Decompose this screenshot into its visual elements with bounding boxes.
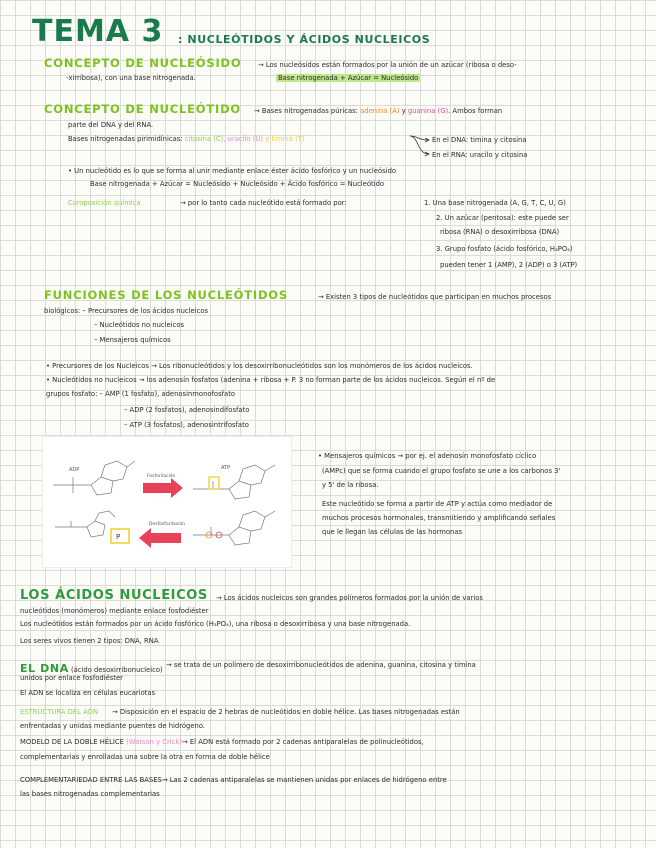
precursores-line1: • Precursores de los Nucleicos → Los ribonucleótidos y los desoxirribonucleótidos son los monómeros de los ácidos nucleicos. [46,362,473,370]
mensajeros-line3: y 5' de la ribosa. [322,481,379,489]
precursores-line2: • Nucleótidos no nucleicos → los adenosín fosfatos (adenina + ribosa + P. 3 no forman parte de los ácidos nucleicos. Según el nº de [46,376,496,384]
composicion-text: → por lo tanto cada nucleótido está formado por: [180,199,347,207]
timina-label: y timina (T) [263,135,305,143]
desfosforilacion-label: Desfosforilación [149,522,186,527]
adp-atp-diagram [42,436,292,568]
fosforilacion-arrow [143,478,183,498]
mensajeros-line6: que le llegan las células de las hormonas [322,528,463,536]
adn-bases: En el DNA: timina y citosina [432,136,527,144]
nucleotido-pirimidinas: Bases nitrogenadas pirimidínicas: citosina (C), uracilo (U) y timina (T) [68,135,305,143]
dna-line3: El ADN se localiza en células eucariotas [20,689,156,697]
complementariedad-label: COMPLEMENTARIEDAD ENTRE LAS BASES [20,776,162,784]
composicion-label: Composición química [68,199,141,207]
nucleotido-purinas: → Bases nitrogenadas púricas: adenina (A) y guanina (G). Ambos forman [254,107,503,115]
guanina-label: guanina (G) [407,107,449,115]
funciones-intro2: biológicos: – Precursores de los ácidos nucleicos [44,307,209,315]
complementariedad-text: → Las 2 cadenas antiparalelas se mantienen unidas por enlaces de hidrógeno entre [161,776,447,784]
modelo-text2: complementarias y enrolladas una sobre la otra en forma de doble hélice [20,753,270,761]
citosina-label: citosina (C) [184,135,224,143]
comp-item-3a: 3. Grupo fosfato (ácido fosfórico, H₃PO₄) [436,245,573,253]
heading-dna: EL DNA [20,662,69,675]
bottom-right-molecule [193,511,275,545]
dna-line2: unidos por enlace fosfodiéster [20,674,123,682]
mensajeros-line4: Este nucleótido se forma a partir de ATP y actúa como mediador de [322,500,553,508]
acidos-line2: nucleótidos (monómeros) mediante enlace fosfodiéster [20,607,209,615]
adp-label: ADP [69,467,80,473]
estructura-text: → Disposición en el espacio de 2 hebras de nucleótidos en doble hélice. Las bases nitrogenadas están [112,708,460,716]
heading-dna-paren: (ácido desoxirribonucleico) [68,666,163,674]
comp-item-2a: 2. Un azúcar (pentosa): este puede ser [436,214,569,222]
nucleotido-definition: • Un nucleótido es lo que se forma al unir mediante enlace éster ácido fosfórico y un nucleósido [68,167,397,175]
fosforilacion-label: Fosforilación [147,474,176,479]
nucleotido-line2: parte del DNA y del RNA. [68,121,154,129]
modelo-authors: (Watson y Crick) [123,738,183,746]
comp-item-2b: ribosa (RNA) o desoxirribosa (DNA) [440,228,560,236]
atp-molecule [193,465,275,499]
complementariedad-text2: las bases nitrogenadas complementarias [20,790,160,798]
bottom-left-molecule [55,511,115,537]
acidos-line4: Los seres vivos tienen 2 tipos: DNA, RNA [20,637,159,645]
acidos-line3: Los nucleótidos están formados por un ácido fosfórico (H₃PO₄), una ribosa o desoxirribosa y una base nitrogenada. [20,620,411,628]
nucleosido-line2: -xirribosa), con una base nitrogenada. [66,74,196,82]
complementariedad-row [20,776,447,784]
adenina-label: adenina (A) [360,107,400,115]
estructura-text2: enfrentadas y unidas mediante puentes de hidrógeno. [20,722,206,730]
adp-atp-svg [43,437,291,567]
precursores-line3: grupos fosfato: – AMP (1 fosfato), adenosinmonofosfato [46,390,236,398]
modelo-text: → El ADN está formado por 2 cadenas antiparalelas de polinucleótidos, [182,738,424,746]
heading-nucleosido: CONCEPTO DE NUCLEÓSIDO [44,56,242,70]
comp-item-1: 1. Una base nitrogenada (A, G, T, C, U, G) [424,199,566,207]
page-subtitle: : NUCLEÓTIDOS Y ÁCIDOS NUCLEICOS [178,33,431,46]
precursores-line4: – ADP (2 fosfatos), adenosindifosfato [124,406,250,414]
released-phosphate: P [116,533,121,541]
bracket-arrows [408,134,432,160]
modelo-label: MODELO DE LA DOBLE HÉLICE [20,738,124,746]
heading-nucleotido: CONCEPTO DE NUCLEÓTIDO [44,102,242,116]
funciones-item3: – Mensajeros químicos [94,336,171,344]
heading-acidos-nucleicos: LOS ÁCIDOS NUCLEICOS [20,588,208,603]
dna-line1: → se trata de un polímero de desoxirribonucleótidos de adenina, guanina, citosina y timina [166,661,476,669]
mensajeros-line2: (AMPc) que se forma cuando el grupo fosfato se une a los carbonos 3' [322,467,561,475]
mensajeros-line5: muchos procesos hormonales, transmitiendo y amplificando señales [322,514,556,522]
nucleosido-line1: → Los nucleósidos están formados por la unión de un azúcar (ribosa o deso- [258,61,517,69]
acidos-line1: → Los ácidos nucleicos son grandes polímeros formados por la unión de varios [216,594,483,602]
funciones-item2: – Nucleótidos no nucleicos [94,321,185,329]
nucleotido-formula: Base nitrogenada + Azúcar = Nucleósido + Nucleósido + Ácido fosfórico = Nucleótido [90,180,385,188]
comp-item-3b: pueden tener 1 (AMP), 2 (ADP) o 3 (ATP) [440,261,578,269]
atp-phosphate-box [209,477,219,489]
uracilo-label: , uracilo (U) [223,135,264,143]
arn-bases: En el RNA: uracilo y citosina [432,151,528,159]
heading-funciones: FUNCIONES DE LOS NUCLEÓTIDOS [44,288,288,302]
modelo-row [20,738,424,746]
desfosforilacion-arrow [139,528,181,548]
precursores-line5: – ATP (3 fosfatos), adenosintrifosfato [124,421,249,429]
adp-molecule [53,461,135,495]
mensajeros-line1: • Mensajeros químicos → por ej. el adenosín monofosfato cíclico [318,452,537,460]
estructura-label: ESTRUCTURA DEL ADN [20,708,99,716]
funciones-intro: → Existen 3 tipos de nucleótidos que participan en muchos procesos [318,293,552,301]
page-title: TEMA 3 [32,14,164,49]
atp-label: ATP [221,465,231,471]
nucleosido-formula: Base nitrogenada + Azúcar = Nucleósido [278,74,419,82]
